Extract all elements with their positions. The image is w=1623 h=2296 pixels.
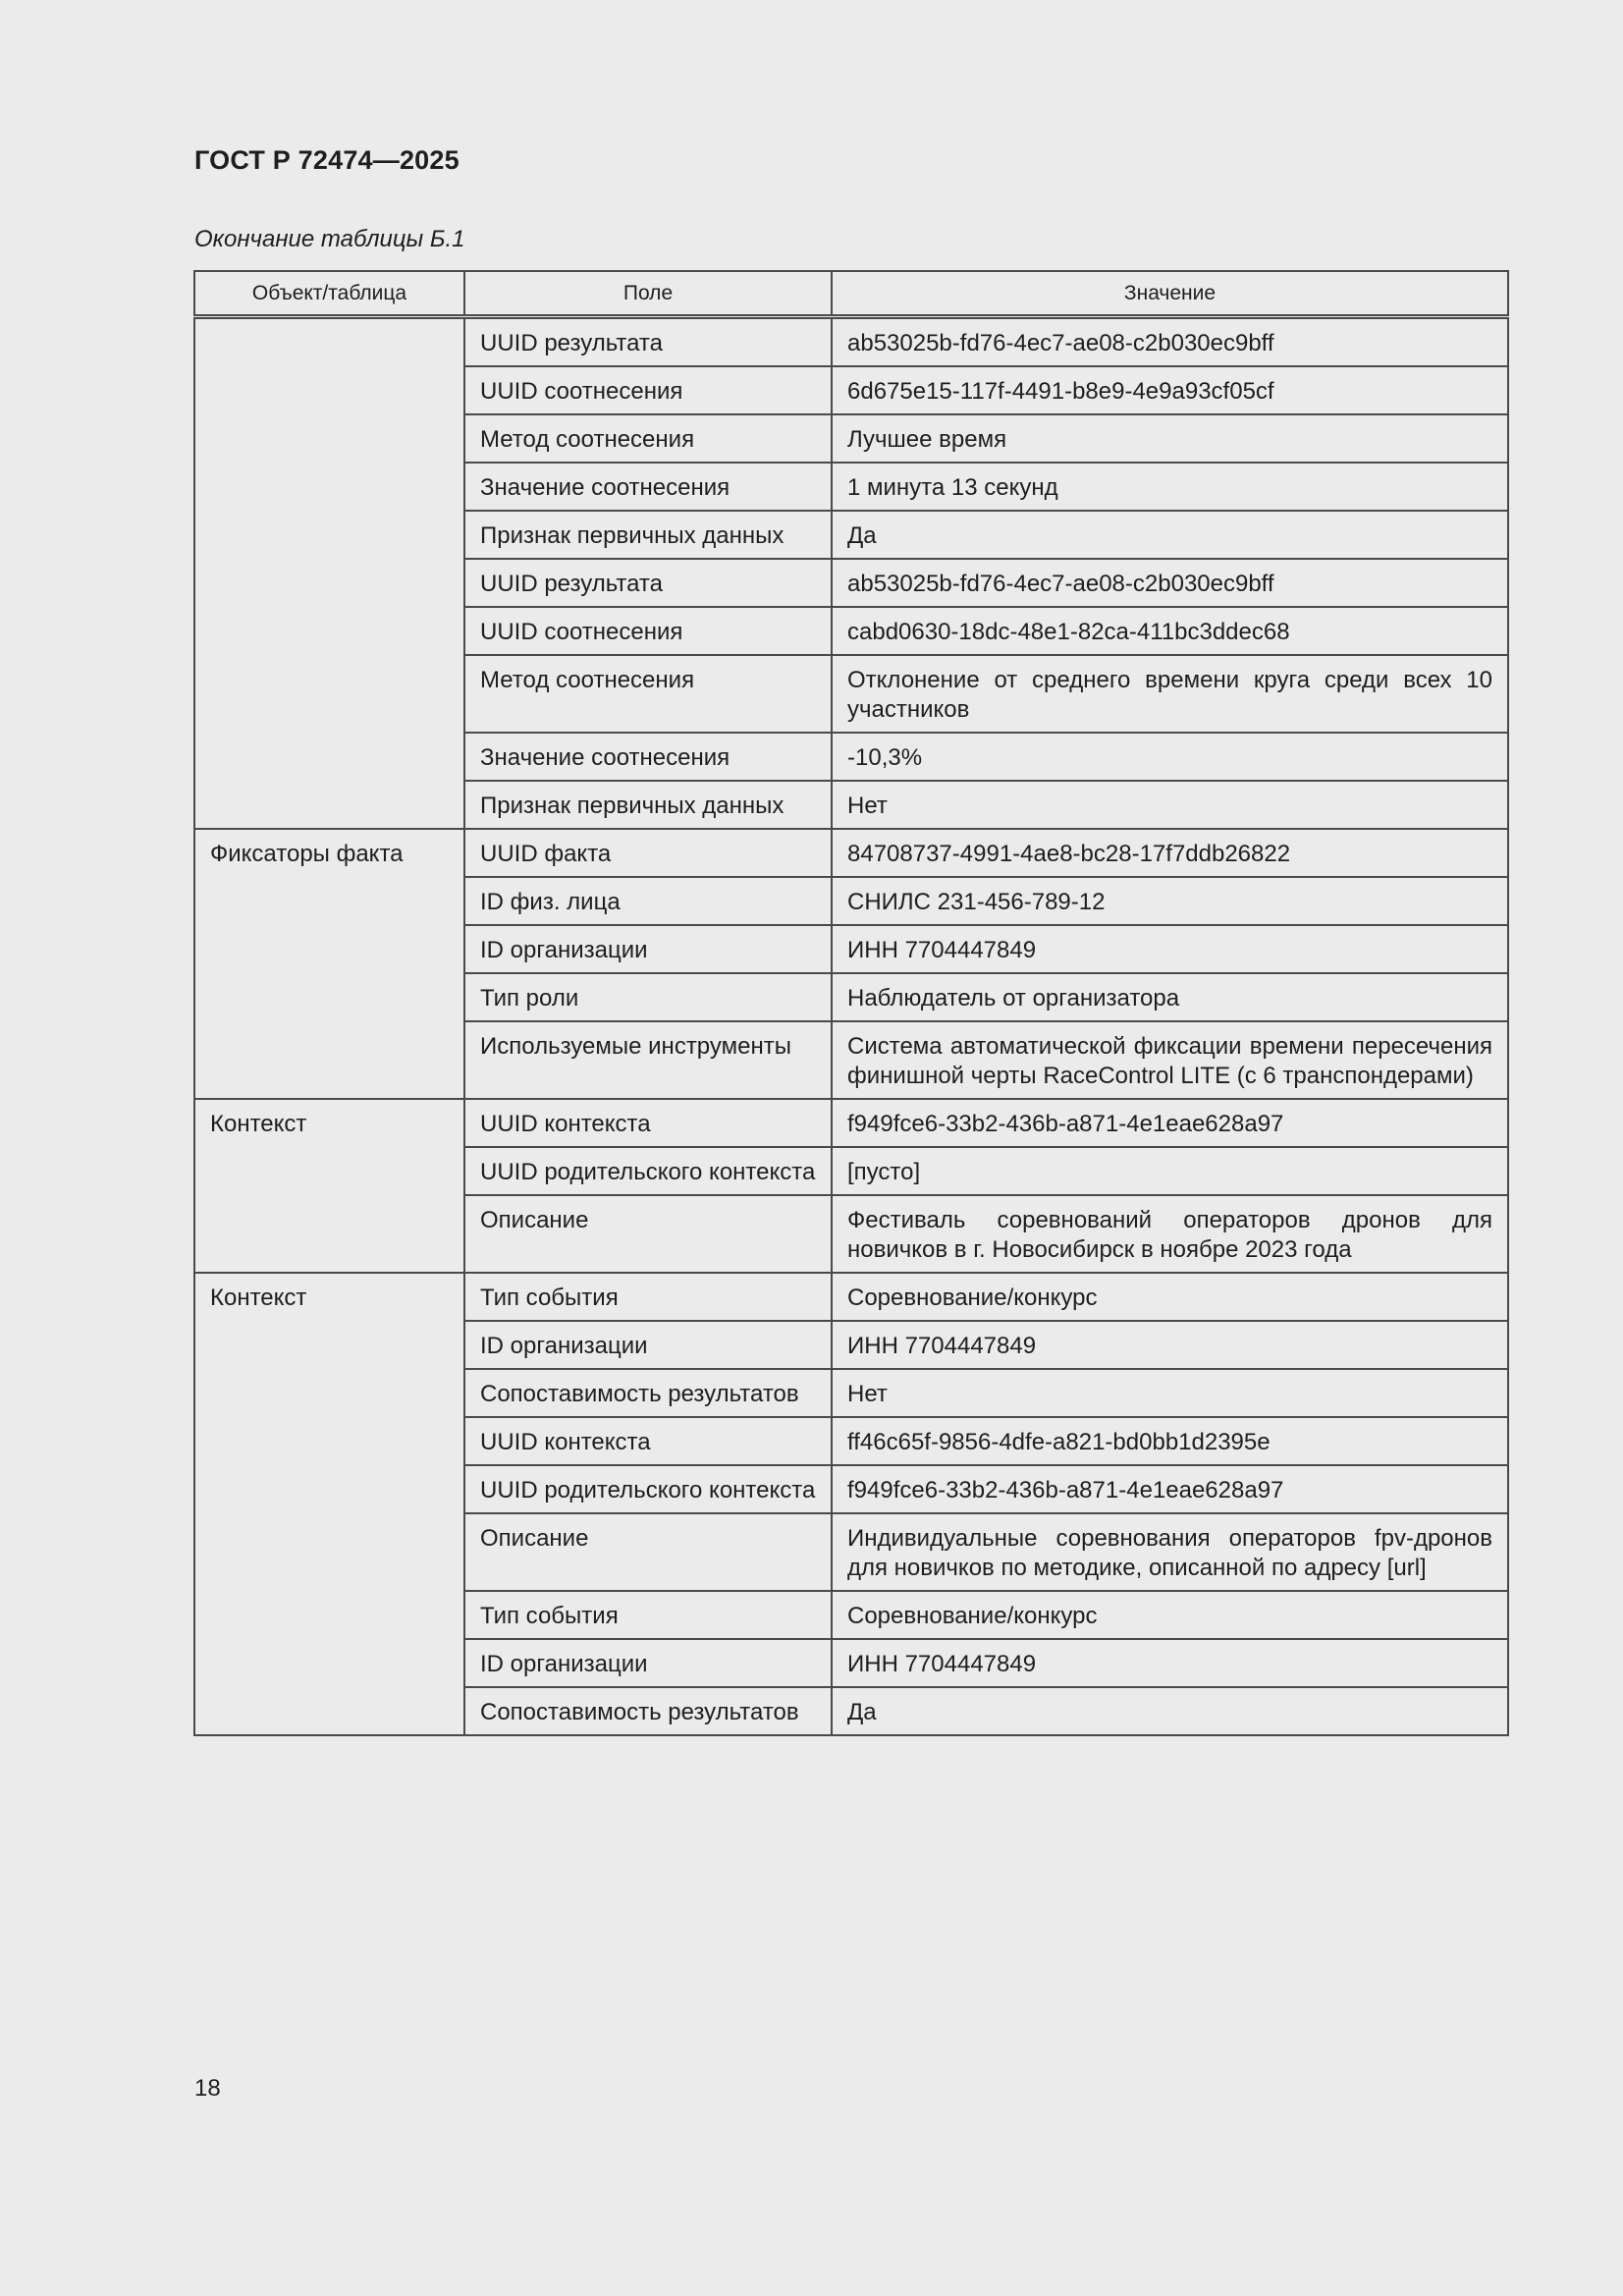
field-cell: Сопоставимость результатов [464,1687,832,1735]
field-cell: ID организации [464,1321,832,1369]
value-cell: [пусто] [832,1147,1508,1195]
table-body [194,317,1508,1736]
field-cell: ID организации [464,925,832,973]
value-cell: Лучшее время [832,414,1508,463]
page-number: 18 [194,2075,221,2102]
table-row [194,317,1508,367]
value-cell: Да [832,511,1508,559]
object-cell: Фиксаторы факта [194,829,464,1099]
value-cell: ab53025b-fd76-4ec7-ae08-c2b030ec9bff [832,559,1508,607]
field-cell: Тип события [464,1591,832,1639]
value-cell: Нет [832,781,1508,829]
field-cell: UUID контекста [464,1417,832,1465]
field-cell: UUID соотнесения [464,366,832,414]
value-cell: Система автоматической фиксации времени пересечения финишной черты RaceControl LITE (с 6 транспондерами) [832,1021,1508,1099]
object-cell: Контекст [194,1273,464,1735]
object-cell [194,317,464,830]
field-cell: Используемые инструменты [464,1021,832,1099]
field-cell: UUID контекста [464,1099,832,1147]
value-cell: 1 минута 13 секунд [832,463,1508,511]
value-cell: f949fce6-33b2-436b-a871-4e1eae628a97 [832,1465,1508,1513]
table-row [194,829,1508,877]
value-cell: -10,3% [832,733,1508,781]
field-cell: ID физ. лица [464,877,832,925]
document-title: ГОСТ Р 72474—2025 [194,145,460,175]
value-cell: Отклонение от среднего времени круга среди всех 10 участников [832,655,1508,733]
field-cell: Метод соотнесения [464,655,832,733]
table-caption: Окончание таблицы Б.1 [194,226,465,252]
field-cell: Метод соотнесения [464,414,832,463]
field-cell: Тип события [464,1273,832,1321]
value-cell: Наблюдатель от организатора [832,973,1508,1021]
value-cell: f949fce6-33b2-436b-a871-4e1eae628a97 [832,1099,1508,1147]
field-cell: ID организации [464,1639,832,1687]
value-cell: Фестиваль соревнований операторов дронов для новичков в г. Новосибирск в ноябре 2023 года [832,1195,1508,1273]
object-cell: Контекст [194,1099,464,1273]
column-header-field: Поле [464,271,832,317]
value-cell: Да [832,1687,1508,1735]
field-cell: Значение соотнесения [464,463,832,511]
value-cell: Нет [832,1369,1508,1417]
field-cell: Описание [464,1513,832,1591]
value-cell: ab53025b-fd76-4ec7-ae08-c2b030ec9bff [832,317,1508,367]
field-cell: Тип роли [464,973,832,1021]
value-cell: ff46c65f-9856-4dfe-a821-bd0bb1d2395e [832,1417,1508,1465]
table-header-row [194,271,1508,317]
value-cell: Соревнование/конкурс [832,1591,1508,1639]
value-cell: 84708737-4991-4ae8-bc28-17f7ddb26822 [832,829,1508,877]
value-cell: Соревнование/конкурс [832,1273,1508,1321]
field-cell: UUID родительского контекста [464,1147,832,1195]
column-header-value: Значение [832,271,1508,317]
table-row [194,1099,1508,1147]
value-cell: Индивидуальные соревнования операторов fpv-дронов для новичков по методике, описанной по адресу [url] [832,1513,1508,1591]
field-cell: UUID результата [464,559,832,607]
column-header-object: Объект/таблица [194,271,464,317]
data-table [193,270,1509,1736]
value-cell: 6d675e15-117f-4491-b8e9-4e9a93cf05cf [832,366,1508,414]
field-cell: UUID соотнесения [464,607,832,655]
value-cell: cabd0630-18dc-48e1-82ca-411bc3ddec68 [832,607,1508,655]
field-cell: UUID родительского контекста [464,1465,832,1513]
value-cell: ИНН 7704447849 [832,1321,1508,1369]
value-cell: ИНН 7704447849 [832,1639,1508,1687]
field-cell: Признак первичных данных [464,511,832,559]
value-cell: СНИЛС 231-456-789-12 [832,877,1508,925]
table-row [194,1273,1508,1321]
field-cell: UUID результата [464,317,832,367]
field-cell: Значение соотнесения [464,733,832,781]
field-cell: Сопоставимость результатов [464,1369,832,1417]
field-cell: Признак первичных данных [464,781,832,829]
field-cell: Описание [464,1195,832,1273]
value-cell: ИНН 7704447849 [832,925,1508,973]
field-cell: UUID факта [464,829,832,877]
